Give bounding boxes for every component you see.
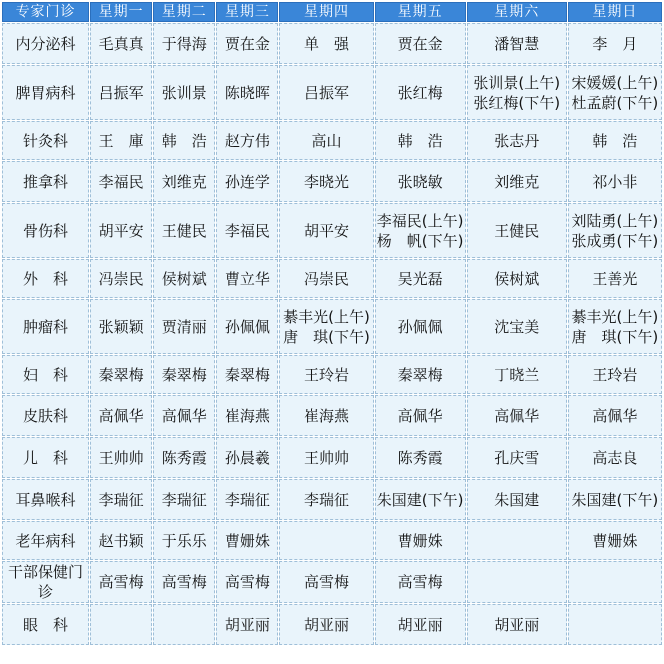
table-row (2, 395, 662, 436)
doctor-name: 李福民 (224, 221, 270, 240)
doctor-cell (216, 161, 278, 202)
doctor-name: 高佩华 (592, 406, 638, 425)
expert-clinic-schedule-table (1, 1, 663, 646)
doctor-name: 单 强 (303, 34, 349, 53)
doctor-cell (153, 355, 215, 394)
header-cell-saturday: 星期六 (467, 2, 567, 22)
doctor-name: 吴光磊 (397, 269, 443, 288)
doctor-cell (90, 521, 152, 560)
doctor-cell (467, 299, 567, 354)
doctor-name: 孙佩佩 (397, 317, 443, 336)
department-cell: 脾胃病科 (2, 65, 89, 120)
department-cell: 肿瘤科 (2, 299, 89, 354)
doctor-cell (90, 65, 152, 120)
table-row (2, 259, 662, 298)
doctor-name: 祁小非 (592, 172, 638, 191)
doctor-name: 胡亚丽 (224, 615, 270, 634)
table-row (2, 437, 662, 478)
department-cell: 内分泌科 (2, 23, 89, 64)
doctor-name: 曹立华 (224, 269, 270, 288)
doctor-cell (568, 479, 662, 520)
doctor-cell (375, 521, 466, 560)
doctor-name: 刘维克 (494, 172, 540, 191)
doctor-name: 崔海燕 (224, 406, 270, 425)
doctor-cell (467, 203, 567, 258)
doctor-name: 李瑞征 (224, 490, 270, 509)
doctor-cell (467, 561, 567, 603)
doctor-name: 吕振军 (98, 83, 144, 102)
doctor-cell (568, 437, 662, 478)
doctor-cell (153, 604, 215, 645)
department-cell: 推拿科 (2, 161, 89, 202)
doctor-cell (375, 65, 466, 120)
doctor-name: 李瑞征 (98, 490, 144, 509)
doctor-cell (568, 299, 662, 354)
doctor-cell (153, 561, 215, 603)
doctor-cell (467, 521, 567, 560)
doctor-name: 丁晓兰 (494, 365, 540, 384)
doctor-cell (153, 437, 215, 478)
doctor-name: 王帅帅 (98, 448, 144, 467)
doctor-cell (375, 437, 466, 478)
doctor-name: 李 月 (592, 34, 638, 53)
doctor-cell (90, 259, 152, 298)
doctor-cell (279, 23, 373, 64)
header-cell-wednesday: 星期三 (216, 2, 278, 22)
doctor-name: 胡平安 (303, 221, 349, 240)
doctor-name: 王玲岩 (303, 365, 349, 384)
doctor-cell (375, 561, 466, 603)
doctor-cell (279, 121, 373, 160)
doctor-cell (90, 395, 152, 436)
doctor-name: 赵书颖 (98, 531, 144, 550)
doctor-name: 张晓敏 (397, 172, 443, 191)
doctor-name: 毛真真 (98, 34, 144, 53)
department-cell: 皮肤科 (2, 395, 89, 436)
doctor-cell (153, 521, 215, 560)
doctor-cell (467, 437, 567, 478)
header-cell-sunday: 星期日 (568, 2, 662, 22)
doctor-cell (467, 479, 567, 520)
doctor-name: 侯树斌 (494, 269, 540, 288)
doctor-cell (568, 65, 662, 120)
doctor-cell (375, 23, 466, 64)
doctor-cell (216, 203, 278, 258)
doctor-name: 贾清丽 (161, 317, 207, 336)
doctor-cell (467, 161, 567, 202)
doctor-cell (375, 203, 466, 258)
doctor-cell (90, 437, 152, 478)
doctor-name: 于乐乐 (161, 531, 207, 550)
doctor-name: 曹姗姝 (592, 531, 638, 550)
doctor-name: 陈秀霞 (397, 448, 443, 467)
department-cell: 儿 科 (2, 437, 89, 478)
doctor-name: 张颖颖 (98, 317, 144, 336)
doctor-cell (216, 259, 278, 298)
doctor-name: 胡亚丽 (397, 615, 443, 634)
doctor-name: 陈秀霞 (161, 448, 207, 467)
doctor-name: 胡平安 (98, 221, 144, 240)
table-row (2, 521, 662, 560)
doctor-name: 沈宝美 (494, 317, 540, 336)
doctor-name: 高佩华 (98, 406, 144, 425)
doctor-name: 张训景(上午) (473, 73, 561, 92)
department-cell: 老年病科 (2, 521, 89, 560)
header-cell-clinic: 专家门诊 (2, 2, 89, 22)
table-row (2, 121, 662, 160)
doctor-cell (153, 299, 215, 354)
doctor-name: 宋媛媛(上午) (571, 73, 659, 92)
doctor-cell (568, 604, 662, 645)
doctor-cell (467, 65, 567, 120)
doctor-name: 冯崇民 (98, 269, 144, 288)
doctor-name: 唐 琪(下午) (571, 327, 659, 346)
doctor-cell (568, 23, 662, 64)
doctor-cell (568, 395, 662, 436)
doctor-name: 高山 (311, 131, 342, 150)
doctor-cell (216, 437, 278, 478)
doctor-name: 张志丹 (494, 131, 540, 150)
doctor-name: 李瑞征 (303, 490, 349, 509)
doctor-cell (90, 604, 152, 645)
doctor-name: 胡亚丽 (494, 615, 540, 634)
doctor-name: 曹姗姝 (224, 531, 270, 550)
department-cell: 骨伤科 (2, 203, 89, 258)
doctor-cell (279, 65, 373, 120)
doctor-name: 朱国建(下午) (376, 490, 464, 509)
doctor-cell (153, 161, 215, 202)
doctor-name: 赵方伟 (224, 131, 270, 150)
doctor-name: 曹姗姝 (397, 531, 443, 550)
doctor-name: 秦翠梅 (98, 365, 144, 384)
doctor-name: 高雪梅 (161, 573, 207, 591)
doctor-cell (467, 259, 567, 298)
doctor-name: 李晓光 (303, 172, 349, 191)
doctor-name: 杜孟蔚(下午) (571, 93, 659, 112)
doctor-name: 张红梅(下午) (473, 93, 561, 112)
schedule-body (2, 23, 662, 645)
doctor-name: 潘智慧 (494, 34, 540, 53)
doctor-cell (568, 259, 662, 298)
doctor-name: 秦翠梅 (161, 365, 207, 384)
department-cell: 眼 科 (2, 604, 89, 645)
doctor-name: 高志良 (592, 448, 638, 467)
table-row (2, 203, 662, 258)
doctor-cell (279, 299, 373, 354)
doctor-cell (90, 121, 152, 160)
doctor-name: 王帅帅 (303, 448, 349, 467)
doctor-name: 高佩华 (397, 406, 443, 425)
doctor-name: 王玲岩 (592, 365, 638, 384)
doctor-cell (467, 355, 567, 394)
doctor-cell (279, 355, 373, 394)
doctor-name: 秦翠梅 (397, 365, 443, 384)
doctor-cell (568, 521, 662, 560)
doctor-cell (216, 299, 278, 354)
doctor-name: 李福民(上午) (376, 211, 464, 230)
doctor-name: 高佩华 (494, 406, 540, 425)
doctor-cell (568, 203, 662, 258)
header-row (2, 2, 662, 22)
doctor-name: 韩 浩 (397, 131, 443, 150)
table-row (2, 65, 662, 120)
doctor-name: 孙连学 (224, 172, 270, 191)
doctor-name: 刘维克 (161, 172, 207, 191)
doctor-name: 杨 帆(下午) (376, 231, 464, 250)
doctor-cell (90, 561, 152, 603)
doctor-name: 朱国建 (494, 490, 540, 509)
doctor-cell (375, 121, 466, 160)
table-row (2, 299, 662, 354)
doctor-cell (216, 561, 278, 603)
doctor-name: 高雪梅 (98, 573, 144, 591)
department-cell: 干部保健门诊 (2, 561, 89, 603)
doctor-cell (216, 521, 278, 560)
department-cell: 耳鼻喉科 (2, 479, 89, 520)
doctor-cell (279, 259, 373, 298)
doctor-name: 王健民 (494, 221, 540, 240)
doctor-cell (90, 161, 152, 202)
doctor-name: 李福民 (98, 172, 144, 191)
table-row (2, 561, 662, 603)
doctor-name: 贾在金 (224, 34, 270, 53)
table-row (2, 161, 662, 202)
doctor-cell (153, 23, 215, 64)
doctor-cell (375, 161, 466, 202)
doctor-name: 王 庫 (98, 131, 144, 150)
department-cell: 外 科 (2, 259, 89, 298)
doctor-cell (467, 23, 567, 64)
doctor-cell (375, 479, 466, 520)
doctor-cell (568, 355, 662, 394)
doctor-name: 孙佩佩 (224, 317, 270, 336)
doctor-cell (216, 355, 278, 394)
doctor-name: 高雪梅 (397, 573, 443, 591)
doctor-name: 胡亚丽 (303, 615, 349, 634)
doctor-cell (568, 121, 662, 160)
doctor-cell (375, 259, 466, 298)
doctor-cell (153, 203, 215, 258)
doctor-cell (375, 395, 466, 436)
doctor-name: 刘陆勇(上午) (571, 211, 659, 230)
doctor-cell (375, 355, 466, 394)
doctor-name: 高佩华 (161, 406, 207, 425)
doctor-cell (375, 299, 466, 354)
doctor-name: 綦丰光(上午) (283, 307, 370, 326)
doctor-cell (216, 395, 278, 436)
doctor-name: 韩 浩 (592, 131, 638, 150)
doctor-cell (153, 259, 215, 298)
table-row (2, 355, 662, 394)
doctor-name: 高雪梅 (303, 573, 349, 591)
doctor-cell (375, 604, 466, 645)
doctor-cell (279, 203, 373, 258)
doctor-name: 韩 浩 (161, 131, 207, 150)
doctor-name: 贾在金 (397, 34, 443, 53)
doctor-cell (90, 23, 152, 64)
doctor-cell (279, 161, 373, 202)
table-row (2, 479, 662, 520)
doctor-cell (90, 203, 152, 258)
doctor-name: 吕振军 (303, 83, 349, 102)
doctor-cell (467, 604, 567, 645)
department-cell: 妇 科 (2, 355, 89, 394)
doctor-cell (568, 561, 662, 603)
doctor-cell (90, 479, 152, 520)
doctor-name: 于得海 (161, 34, 207, 53)
doctor-name: 冯崇民 (303, 269, 349, 288)
doctor-cell (279, 561, 373, 603)
doctor-name: 张红梅 (397, 83, 443, 102)
doctor-cell (279, 395, 373, 436)
doctor-name: 孔庆雪 (494, 448, 540, 467)
department-cell: 针灸科 (2, 121, 89, 160)
doctor-cell (467, 395, 567, 436)
doctor-name: 王善光 (592, 269, 638, 288)
doctor-name: 李瑞征 (161, 490, 207, 509)
doctor-name: 唐 琪(下午) (283, 327, 370, 346)
doctor-name: 崔海燕 (303, 406, 349, 425)
doctor-cell (279, 479, 373, 520)
doctor-cell (216, 121, 278, 160)
doctor-cell (216, 65, 278, 120)
doctor-cell (153, 479, 215, 520)
doctor-cell (279, 437, 373, 478)
doctor-cell (153, 395, 215, 436)
doctor-cell (90, 355, 152, 394)
doctor-cell (153, 121, 215, 160)
header-cell-tuesday: 星期二 (153, 2, 215, 22)
doctor-name: 孙晨羲 (224, 448, 270, 467)
doctor-cell (216, 23, 278, 64)
doctor-name: 綦丰光(上午) (571, 307, 659, 326)
doctor-cell (90, 299, 152, 354)
header-cell-friday: 星期五 (375, 2, 466, 22)
doctor-cell (279, 604, 373, 645)
doctor-name: 侯树斌 (161, 269, 207, 288)
doctor-cell (216, 604, 278, 645)
table-row (2, 23, 662, 64)
doctor-cell (467, 121, 567, 160)
doctor-name: 秦翠梅 (224, 365, 270, 384)
header-cell-monday: 星期一 (90, 2, 152, 22)
doctor-cell (279, 521, 373, 560)
doctor-name: 张成勇(下午) (571, 231, 659, 250)
doctor-name: 王健民 (161, 221, 207, 240)
table-row (2, 604, 662, 645)
doctor-cell (216, 479, 278, 520)
doctor-name: 朱国建(下午) (571, 490, 659, 509)
doctor-name: 陈晓晖 (224, 83, 270, 102)
doctor-name: 高雪梅 (224, 573, 270, 591)
doctor-cell (568, 161, 662, 202)
doctor-name: 张训景 (161, 83, 207, 102)
header-cell-thursday: 星期四 (279, 2, 373, 22)
doctor-cell (153, 65, 215, 120)
